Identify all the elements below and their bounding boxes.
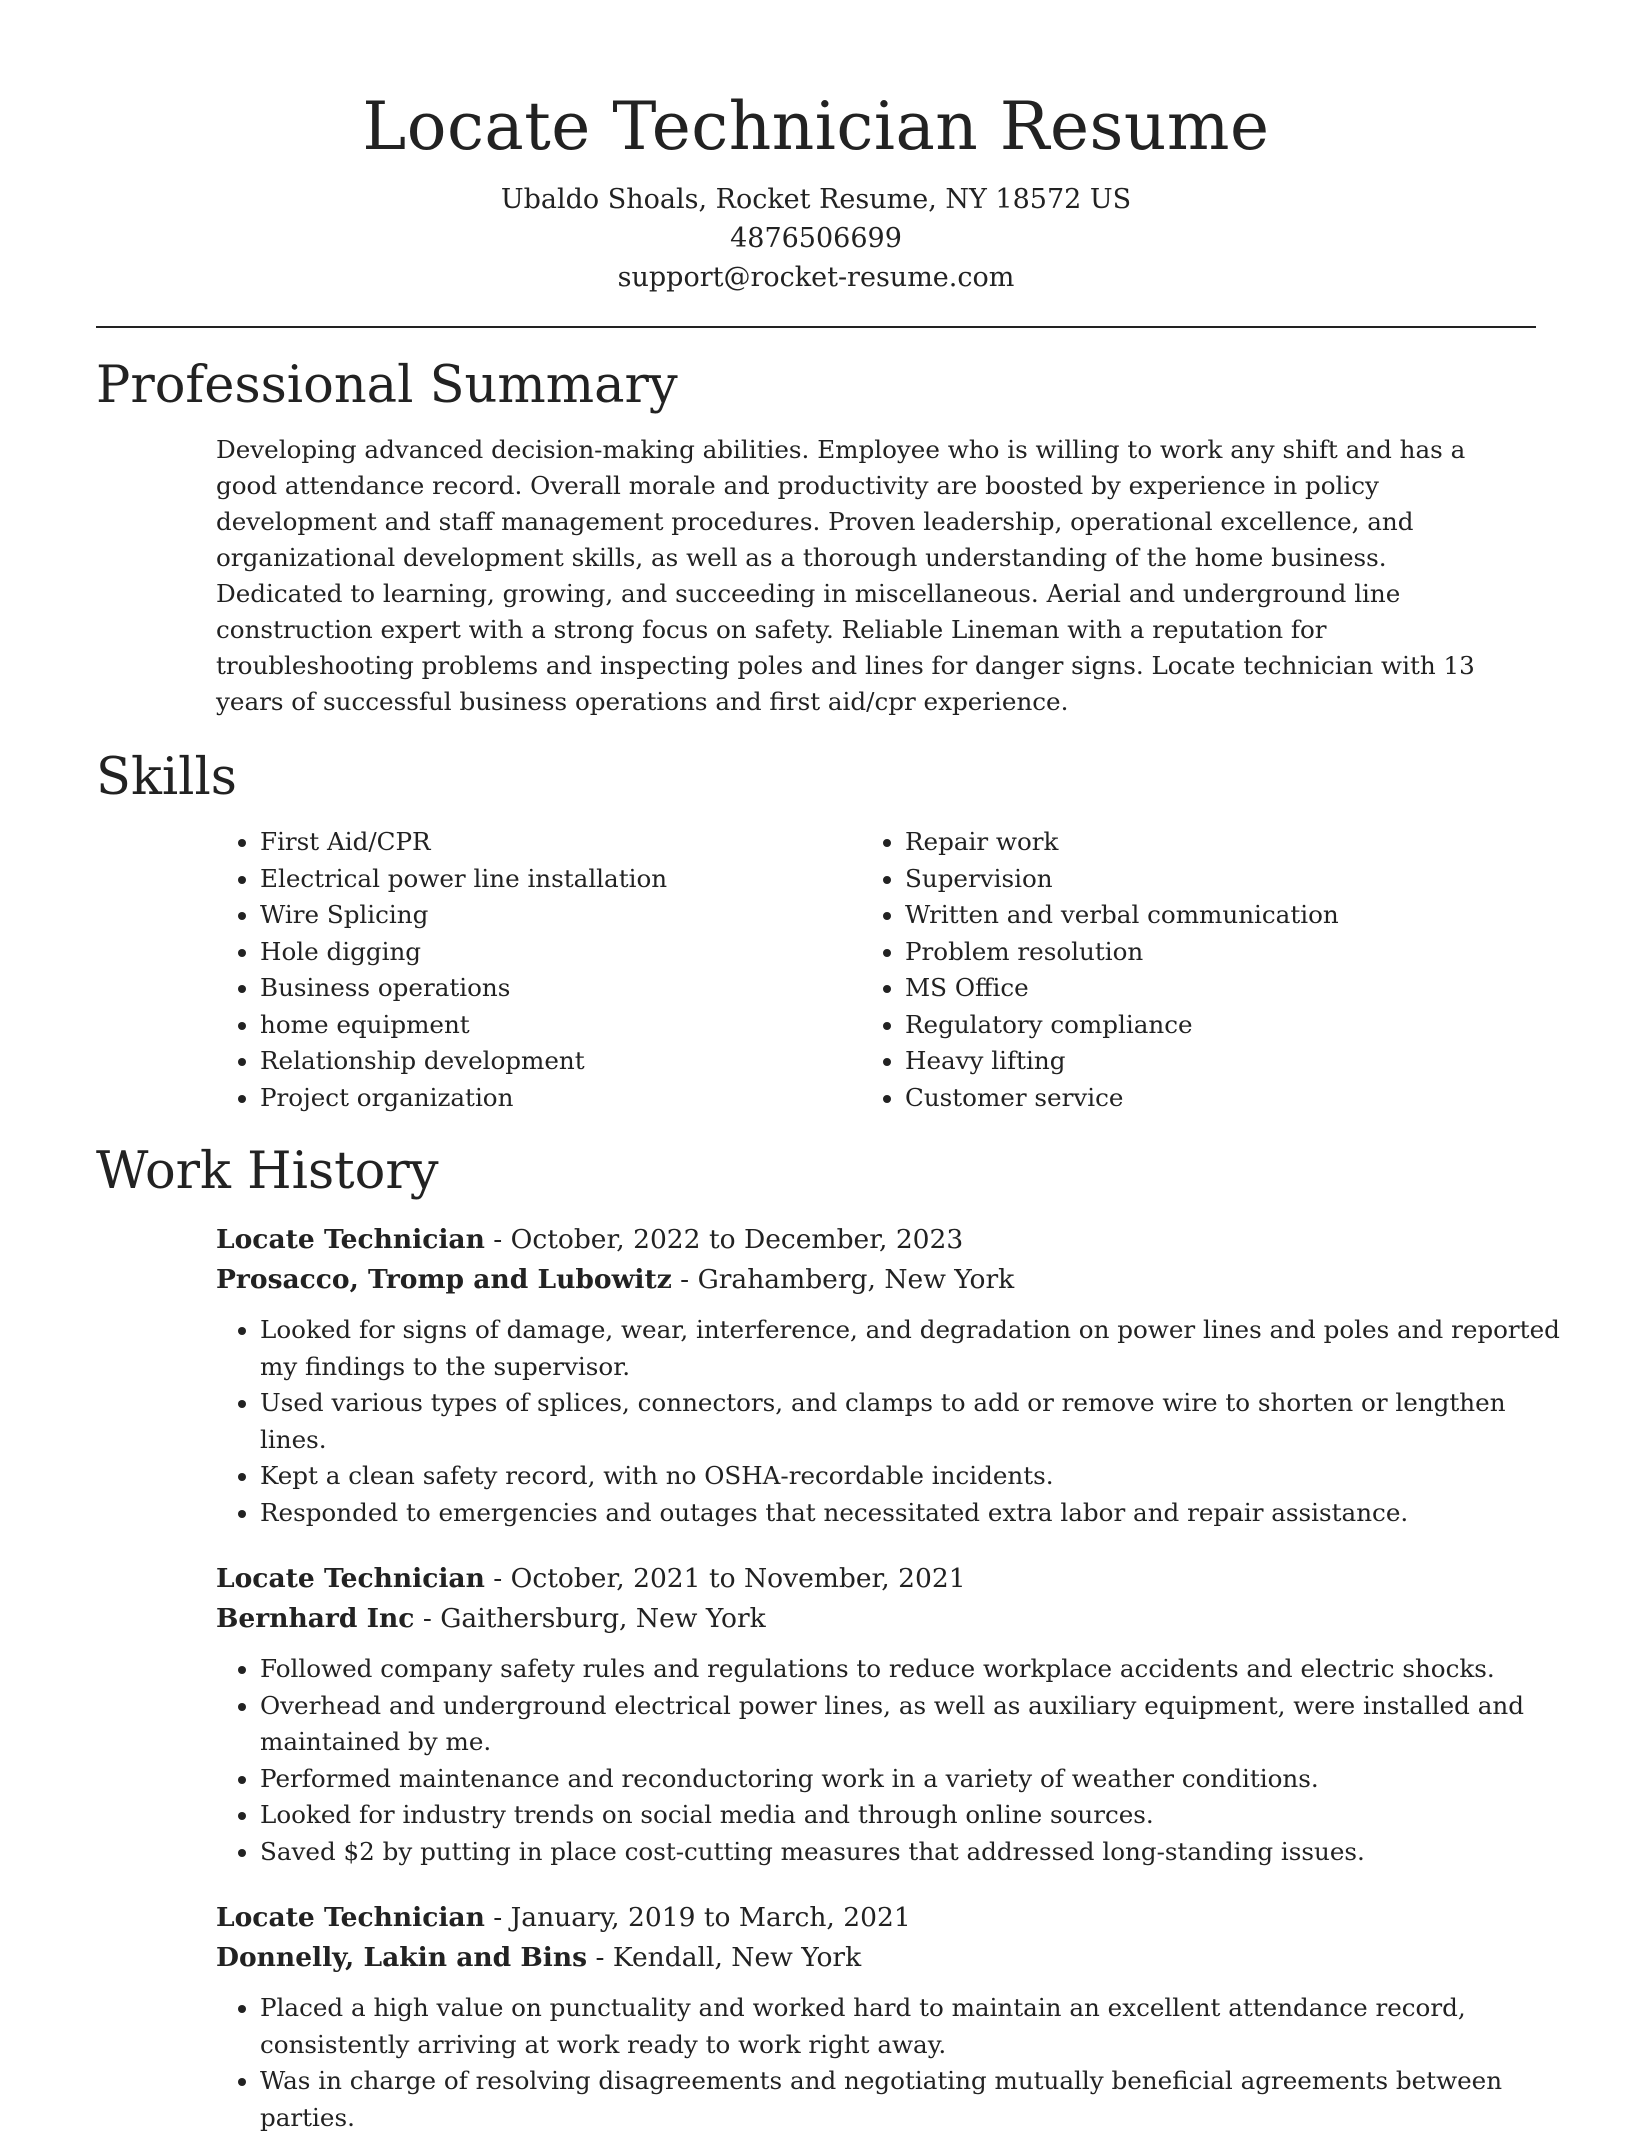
skill-item: • Hole digging	[260, 934, 865, 971]
job-company: Bernhard Inc	[216, 1603, 415, 1634]
job-bullet: • Looked for signs of damage, wear, interference, and degradation on power lines and poles and reported my findings to the supervisor.	[260, 1312, 1560, 1385]
job-bullet: • Looked for industry trends on social media and through online sources.	[260, 1797, 1560, 1834]
job-title: Locate Technician	[216, 1902, 485, 1933]
job-dates: October, 2022 to December, 2023	[510, 1224, 964, 1255]
job-bullet: • Used various types of splices, connectors, and clamps to add or remove wire to shorten or lengthen lines.	[260, 1385, 1560, 1458]
contact-phone: 4876506699	[730, 223, 902, 254]
skill-item: • Heavy lifting	[905, 1043, 1525, 1080]
resume-header	[0, 0, 1632, 297]
skill-item: • Electrical power line installation	[260, 861, 865, 898]
skill-item: • Relationship development	[260, 1043, 865, 1080]
job-bullet: • Responded to emergencies and outages that necessitated extra labor and repair assistance.	[260, 1495, 1560, 1532]
skills-column-left	[216, 824, 865, 1116]
job-title: Locate Technician	[216, 1563, 485, 1594]
job-dates: January, 2019 to March, 2021	[510, 1902, 911, 1933]
job-separator: -	[671, 1264, 698, 1295]
job-bullets	[216, 1651, 1560, 1870]
skill-item: • Customer service	[905, 1080, 1525, 1117]
job-company: Donnelly, Lakin and Bins	[216, 1942, 588, 1973]
skill-item: • Wire Splicing	[260, 897, 865, 934]
job-bullets	[216, 1990, 1560, 2136]
skills-heading: Skills	[96, 748, 237, 807]
skill-item: • Problem resolution	[905, 934, 1525, 971]
job-company-line	[216, 1599, 1632, 1639]
job-entry	[216, 1220, 1632, 1531]
job-entry	[216, 1559, 1632, 1870]
skill-item: • Business operations	[260, 970, 865, 1007]
job-location: Grahamberg, New York	[697, 1264, 1015, 1295]
job-separator: -	[587, 1942, 613, 1973]
job-separator: -	[484, 1563, 511, 1594]
job-bullet: • Kept a clean safety record, with no OSHA-recordable incidents.	[260, 1458, 1560, 1495]
job-bullet: • Placed a high value on punctuality and worked hard to maintain an excellent attendance record, consistently arriving at work ready to work right away.	[260, 1990, 1560, 2063]
job-bullet: • Performed maintenance and reconductoring work in a variety of weather conditions.	[260, 1761, 1560, 1798]
skill-item: • First Aid/CPR	[260, 824, 865, 861]
header-divider	[96, 326, 1536, 328]
contact-address: Ubaldo Shoals, Rocket Resume, NY 18572 US	[500, 184, 1132, 215]
job-title-line	[216, 1559, 1632, 1599]
skill-item: • Supervision	[905, 861, 1525, 898]
skill-item: • Regulatory compliance	[905, 1007, 1525, 1044]
job-title-line	[216, 1220, 1632, 1260]
job-company-line	[216, 1260, 1632, 1300]
page-title: Locate Technician Resume	[362, 88, 1270, 165]
job-company-line	[216, 1938, 1632, 1978]
summary-text: Developing advanced decision-making abilities. Employee who is willing to work any shift and has a good attendance record. Overall morale and productivity are boosted by experience in policy development and staff management procedures. Proven leadership, operational excellence, and organizational development skills, as well as a thorough understanding of the home business. Dedicated to learning, growing, and succeeding in miscellaneous. Aerial and underground line construction expert with a strong focus on safety. Reliable Lineman with a reputation for troubleshooting problems and inspecting poles and lines for danger signs. Locate technician with 13 years of successful business operations and first aid/cpr experience.	[216, 435, 1475, 716]
job-location: Kendall, New York	[612, 1942, 862, 1973]
skill-item: • Written and verbal communication	[905, 897, 1525, 934]
summary-heading: Professional Summary	[96, 356, 678, 415]
skills-list	[216, 824, 1632, 1116]
skill-item: • Project organization	[260, 1080, 865, 1117]
skill-item: • MS Office	[905, 970, 1525, 1007]
job-bullet: • Was in charge of resolving disagreements and negotiating mutually beneficial agreements between parties.	[260, 2063, 1560, 2136]
job-bullet: • Saved $2 by putting in place cost-cutting measures that addressed long-standing issues.	[260, 1834, 1560, 1871]
job-title-line	[216, 1898, 1632, 1938]
job-separator: -	[484, 1902, 511, 1933]
contact-info	[0, 180, 1632, 297]
contact-email: support@rocket-resume.com	[617, 262, 1015, 293]
job-location: Gaithersburg, New York	[440, 1603, 766, 1634]
skill-item: • home equipment	[260, 1007, 865, 1044]
job-bullet: • Overhead and underground electrical power lines, as well as auxiliary equipment, were installed and maintained by me.	[260, 1688, 1560, 1761]
job-separator: -	[484, 1224, 511, 1255]
job-company: Prosacco, Tromp and Lubowitz	[216, 1264, 672, 1295]
job-separator: -	[414, 1603, 441, 1634]
work-history-heading: Work History	[96, 1142, 439, 1201]
job-dates: October, 2021 to November, 2021	[510, 1563, 966, 1594]
job-bullet: • Followed company safety rules and regulations to reduce workplace accidents and electric shocks.	[260, 1651, 1560, 1688]
job-title: Locate Technician	[216, 1224, 485, 1255]
job-bullets	[216, 1312, 1560, 1531]
skill-item: • Repair work	[905, 824, 1525, 861]
job-entry	[216, 1898, 1632, 2136]
skills-column-right	[865, 824, 1525, 1116]
